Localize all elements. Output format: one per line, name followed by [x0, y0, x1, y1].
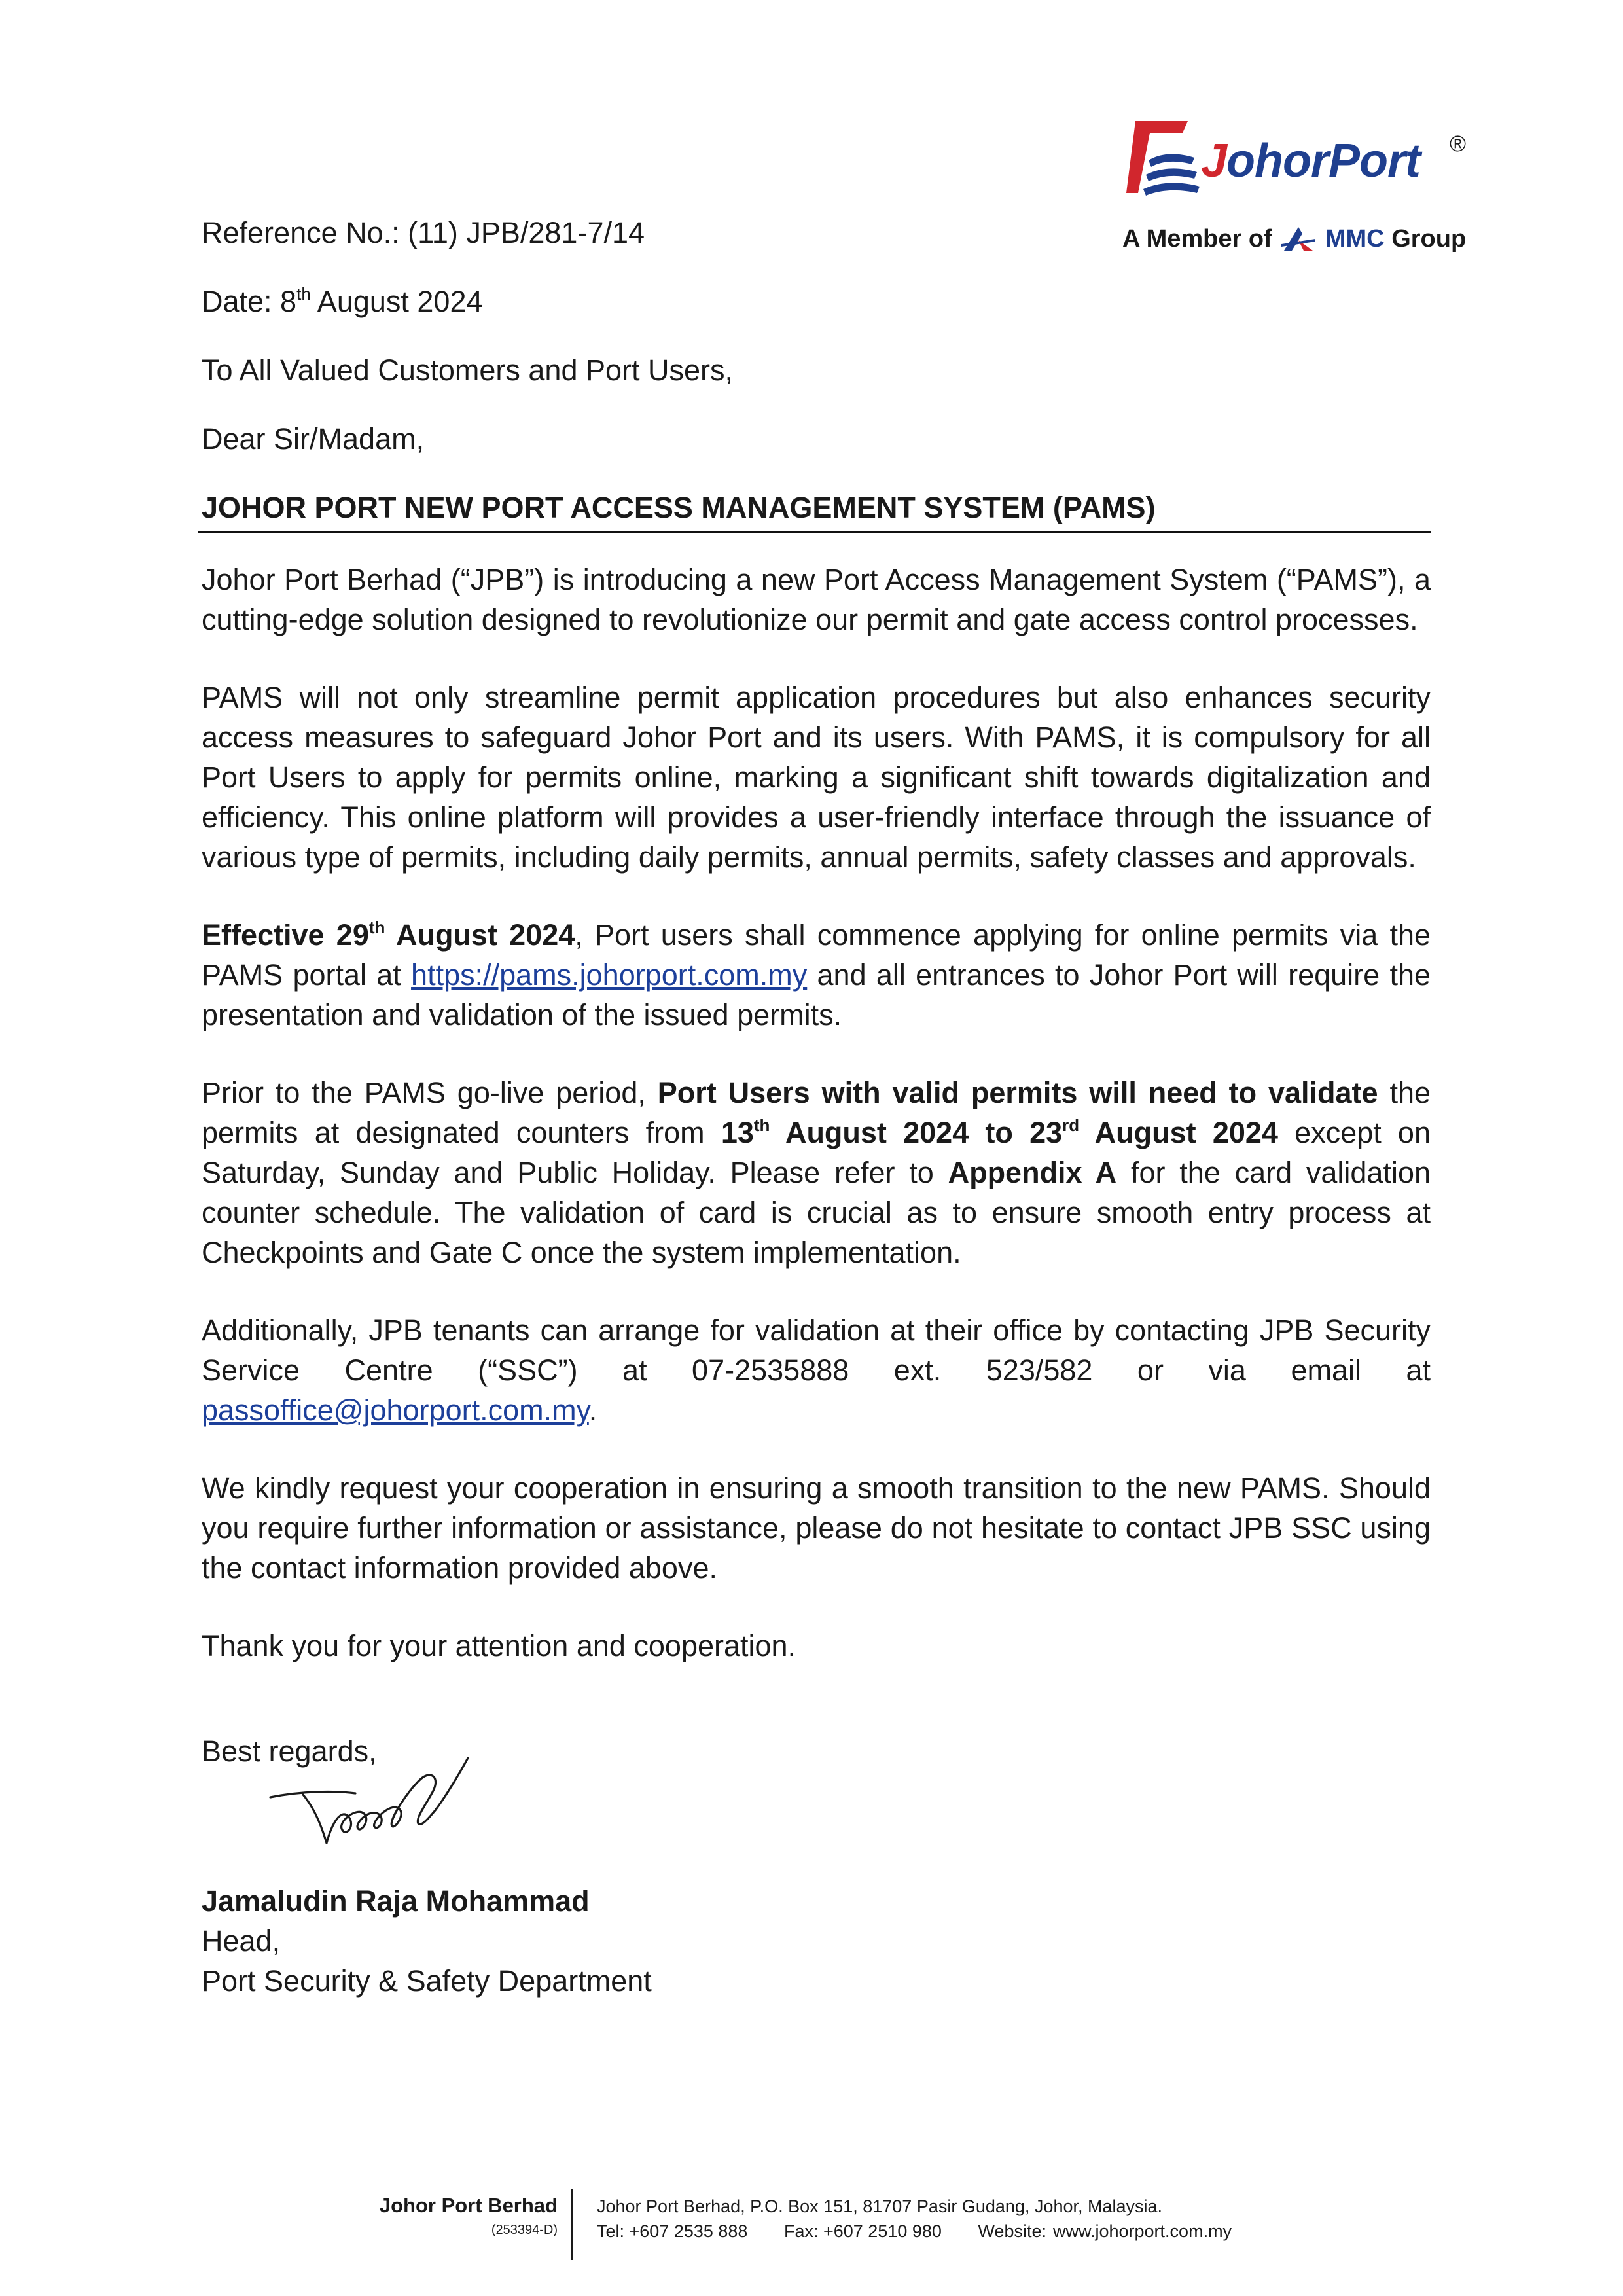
footer-divider — [571, 2189, 573, 2260]
footer-company-name: Johor Port Berhad — [379, 2194, 558, 2217]
signatory-department: Port Security & Safety Department — [202, 1964, 652, 1998]
paragraph-effective-date: Effective 29th August 2024, Port users shall commence applying for online permits via the PAMS portal at https://pams.johorport.com.my and all entrances to Johor Port will require the presentation and validation of the issued permits. — [202, 918, 1431, 1031]
signatory-name: Jamaludin Raja Mohammad — [202, 1884, 590, 1918]
footer-website-label: Website: — [978, 2221, 1046, 2241]
handwritten-signature-icon — [264, 1745, 480, 1876]
pams-portal-link[interactable]: https://pams.johorport.com.my — [411, 958, 808, 992]
letter-body — [202, 213, 1431, 2001]
letterhead-footer — [0, 2179, 1623, 2265]
paragraph-validation: Prior to the PAMS go-live period, Port Users with valid permits will need to validate the permits at designated counters from 13th August 2024 to 23rd August 2024 except on Saturday, Sunday and Public Holiday. Please refer to Appendix A for the card validation counter schedule. The validation of card is crucial as to ensure smooth entry process at Checkpoints and Gate C once the system implementation. — [202, 1076, 1431, 1269]
johor-port-emblem-icon — [1122, 115, 1201, 206]
closing: Best regards, — [202, 1734, 377, 1768]
letter-date: Date: 8th August 2024 — [202, 284, 483, 318]
johor-port-wordmark: JohorPort — [1201, 135, 1421, 187]
signatory-title: Head, — [202, 1924, 281, 1958]
footer-website[interactable]: www.johorport.com.my — [1052, 2221, 1232, 2241]
registered-mark: ® — [1450, 132, 1467, 156]
letter-subject: JOHOR PORT NEW PORT ACCESS MANAGEMENT SYSTEM (PAMS) — [198, 488, 1431, 533]
paragraph-intro: Johor Port Berhad (“JPB”) is introducing a new Port Access Management System (“PAMS”), a cutting-edge solution designed to revolutionize our permit and gate access control processes. — [202, 563, 1431, 636]
footer-tel: Tel: +607 2535 888 — [597, 2221, 748, 2241]
paragraph-pams-overview: PAMS will not only streamline permit application procedures but also enhances security access measures to safeguard Johor Port and its users. With PAMS, it is compulsory for all Port Users to apply for permits online, marking a significant shift towards digitalization and efficiency. This online platform will provides a user-friendly interface through the issuance of various type of permits, including daily permits, annual permits, safety classes and approvals. — [202, 681, 1431, 874]
paragraph-cooperation: We kindly request your cooperation in ensuring a smooth transition to the new PAMS. Should you require further information or assistance, please do not hesitate to contact JPB SSC using the contact information provided above. — [202, 1471, 1431, 1585]
footer-registration-number: (253394-D) — [491, 2223, 558, 2237]
paragraph-tenant-validation: Additionally, JPB tenants can arrange for validation at their office by contacting JPB Security Service Centre (“SSC”) at 07-2535888 ext. 523/582 or via email at passoffice@johorport.com.my. — [202, 1314, 1431, 1427]
signature-block — [202, 1771, 1431, 1881]
salutation: Dear Sir/Madam, — [202, 422, 425, 456]
footer-fax: Fax: +607 2510 980 — [783, 2221, 942, 2241]
footer-contact-line — [597, 2221, 1263, 2242]
pass-office-email-link[interactable]: passoffice@johorport.com.my — [202, 1393, 589, 1427]
reference-number: Reference No.: (11) JPB/281-7/14 — [202, 216, 645, 249]
mmc-membership-line: A Member of MMC Group — [1122, 224, 1466, 256]
addressee: To All Valued Customers and Port Users, — [202, 353, 734, 387]
paragraph-thanks: Thank you for your attention and cooperation. — [202, 1629, 796, 1662]
footer-address: Johor Port Berhad, P.O. Box 151, 81707 Pasir Gudang, Johor, Malaysia. — [597, 2197, 1163, 2216]
